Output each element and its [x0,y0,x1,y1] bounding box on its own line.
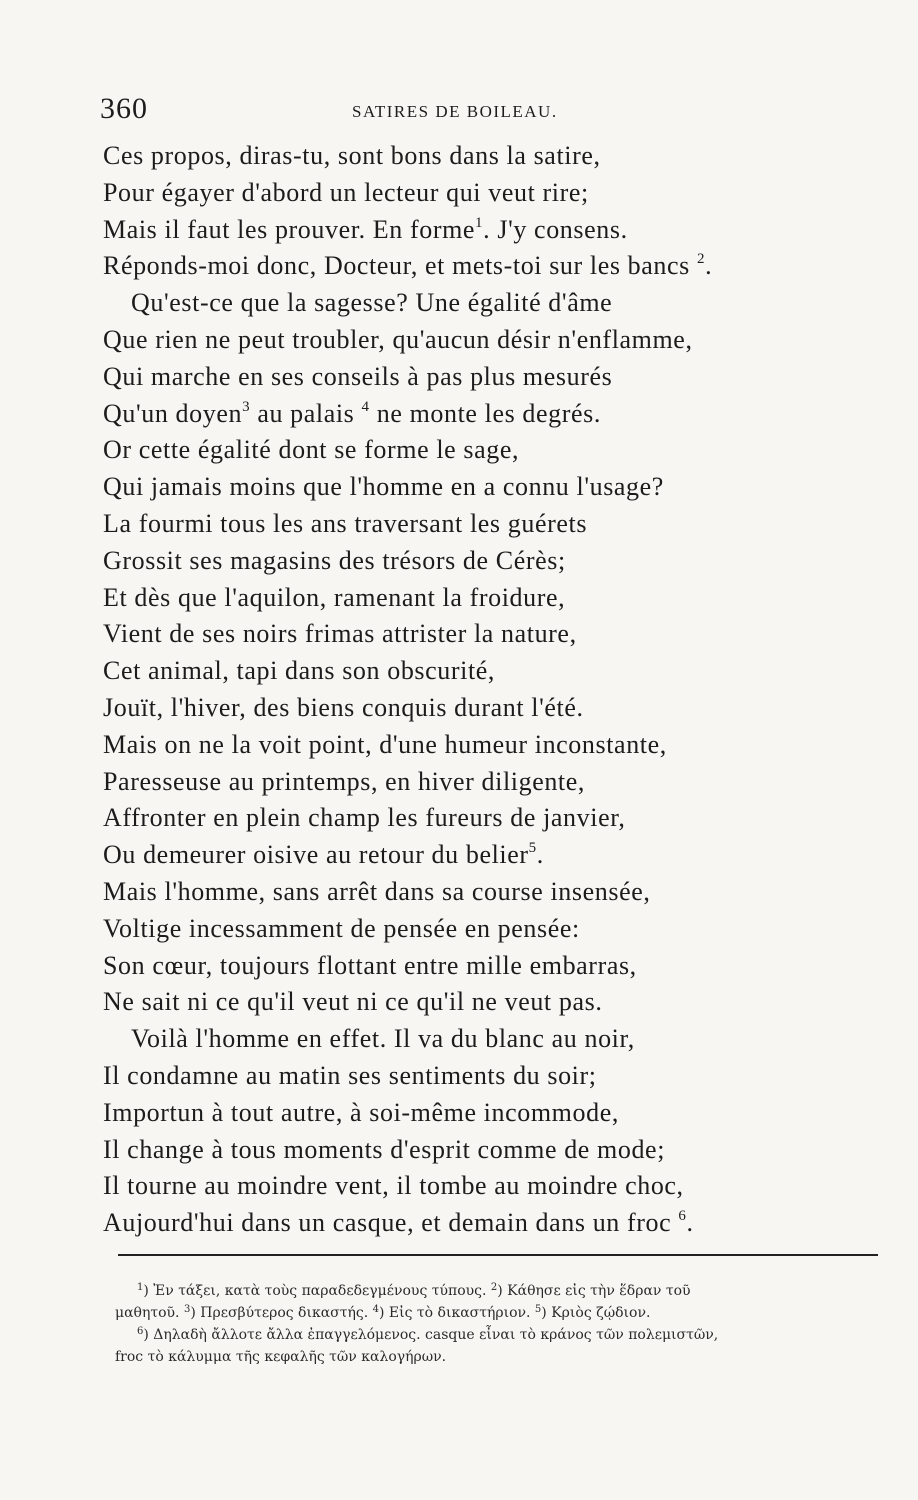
footnote-line [115,1302,885,1324]
verse-line [103,984,893,1021]
verse-line [103,837,893,874]
footnote-line [115,1280,885,1302]
footnote-text: μαθητοῦ. [115,1305,184,1321]
verse-line [103,1058,893,1095]
footnote-number: 5 [534,1304,542,1315]
footnote-text: ) Πρεσβύτερος δικαστής. [190,1305,373,1321]
footnote-rule [118,1254,878,1256]
verse-line [103,138,893,175]
verse-line [103,764,893,801]
verse-text: . [536,840,544,870]
verse-line [103,396,893,433]
verse-line [103,580,893,617]
footnote-marker: 4 [361,398,370,415]
verse-line [103,1205,893,1242]
footnote-text: ) Δηλαδὴ ἄλλοτε ἄλλα ἐπαγγελόμενος. casque εἶναι τὸ κράνος τῶν πολεμιστῶν, [143,1327,719,1343]
verse-text: Mais l'homme, sans arrêt dans sa course insensée, [103,876,651,906]
verse-text: Ces propos, diras-tu, sont bons dans la satire, [103,141,601,170]
verse-text: . [705,251,713,281]
verse-line [103,506,893,543]
verse-line [103,690,893,727]
verse-line [103,727,893,764]
verse-text: . [686,1208,694,1238]
verse-text: . J'y consens. [483,214,628,244]
footnote-number: 3 [183,1304,191,1315]
verse-line [103,285,893,322]
page-header [100,92,890,128]
verse-text: La fourmi tous les ans traversant les guérets [103,508,588,538]
footnote-number: 6 [137,1326,144,1337]
footnote-number: 4 [372,1304,379,1315]
verse-text: Grossit ses magasins des trésors de Cérès; [103,545,566,575]
verse-text: Jouït, l'hiver, des biens conquis durant l'été. [103,692,584,722]
footnote-number: 2 [490,1282,498,1293]
verse-line [103,1095,893,1132]
verse-text: Mais on ne la voit point, d'une humeur inconstante, [103,729,667,759]
verse-line [103,432,893,469]
footnote-text: ) Ἐν τάξει, κατὰ τοὺς παραδεδεγμένους τύπους. [143,1283,491,1299]
verse-line [103,800,893,837]
verse-text: Pour égayer d'abord un lecteur qui veut rire; [103,177,589,207]
verse-text: Il tourne au moindre vent, il tombe au moindre choc, [103,1171,684,1201]
verse-text: Vient de ses noirs frimas attrister la nature, [103,619,577,649]
verse-text: Et dès que l'aquilon, ramenant la froidure, [103,582,566,612]
verse-line [103,359,893,396]
verse-line [103,1168,893,1205]
footnote-marker: 1 [475,214,484,231]
verse-text: Qu'est-ce que la sagesse? Une égalité d'âme [131,288,613,318]
verse-text: Qui jamais moins que l'homme en a connu l'usage? [103,472,664,502]
verse-line [103,1132,893,1169]
footnote-marker: 3 [242,398,251,415]
verse-text: Qui marche en ses conseils à pas plus mesurés [103,361,613,391]
verse-text: Réponds-moi donc, Docteur, et mets-toi sur les bancs [103,251,697,281]
verse-text: Importun à tout autre, à soi-même incommode, [103,1097,619,1127]
footnote-line [115,1346,885,1368]
footnote-number: 1 [137,1282,144,1293]
verse-text: Qu'un doyen [103,398,243,428]
footnote-text: ) Κάθησε εἰς τὴν ἕδραν τοῦ [497,1283,691,1299]
verse-line [103,653,893,690]
verse-line [103,1021,893,1058]
verse-line [103,212,893,249]
verse-line [103,874,893,911]
verse-line [103,248,893,285]
footnote-text: ) Κριὸς ζῴδιον. [541,1305,651,1321]
footnote-text: froc τὸ κάλυμμα τῆς κεφαλῆς τῶν καλογήρων. [115,1349,447,1365]
verse-line [103,911,893,948]
running-title: SATIRES DE BOILEAU. [352,102,558,121]
verse-line [103,322,893,359]
verse-text: Son cœur, toujours flottant entre mille embarras, [103,950,637,980]
verse-text: Aujourd'hui dans un casque, et demain dans un froc [103,1208,679,1238]
verse-text: Voltige incessamment de pensée en pensée: [103,913,580,943]
verse-text: Ou demeurer oisive au retour du belier [103,840,529,870]
verse-text: Paresseuse au printemps, en hiver diligente, [103,766,585,796]
verse-text: ne monte les degrés. [369,398,601,428]
footnote-text: ) Εἰς τὸ δικαστήριον. [379,1305,535,1321]
page-number: 360 [100,92,148,125]
footnote-line [115,1324,885,1346]
verse-line [103,175,893,212]
verse-line [103,948,893,985]
verse-text: Mais il faut les prouver. En forme [103,214,476,244]
verse-text: Cet animal, tapi dans son obscurité, [103,656,496,686]
verse-text: Voilà l'homme en effet. Il va du blanc au noir, [131,1024,635,1054]
verse-text: Affronter en plein champ les fureurs de janvier, [103,803,626,833]
poem-text [103,138,893,1242]
verse-line [103,469,893,506]
footnote-marker: 6 [678,1208,687,1225]
verse-text: Il condamne au matin ses sentiments du soir; [103,1060,597,1090]
verse-text: Ne sait ni ce qu'il veut ni ce qu'il ne veut pas. [103,987,603,1017]
verse-text: Que rien ne peut troubler, qu'aucun désir n'enflamme, [103,324,693,354]
verse-text: Il change à tous moments d'esprit comme de mode; [103,1134,666,1164]
verse-line [103,543,893,580]
verse-text: au palais [250,398,362,428]
footnotes [115,1280,885,1368]
footnote-marker: 5 [528,840,537,857]
verse-line [103,616,893,653]
footnote-marker: 2 [696,251,706,268]
verse-text: Or cette égalité dont se forme le sage, [103,435,520,465]
